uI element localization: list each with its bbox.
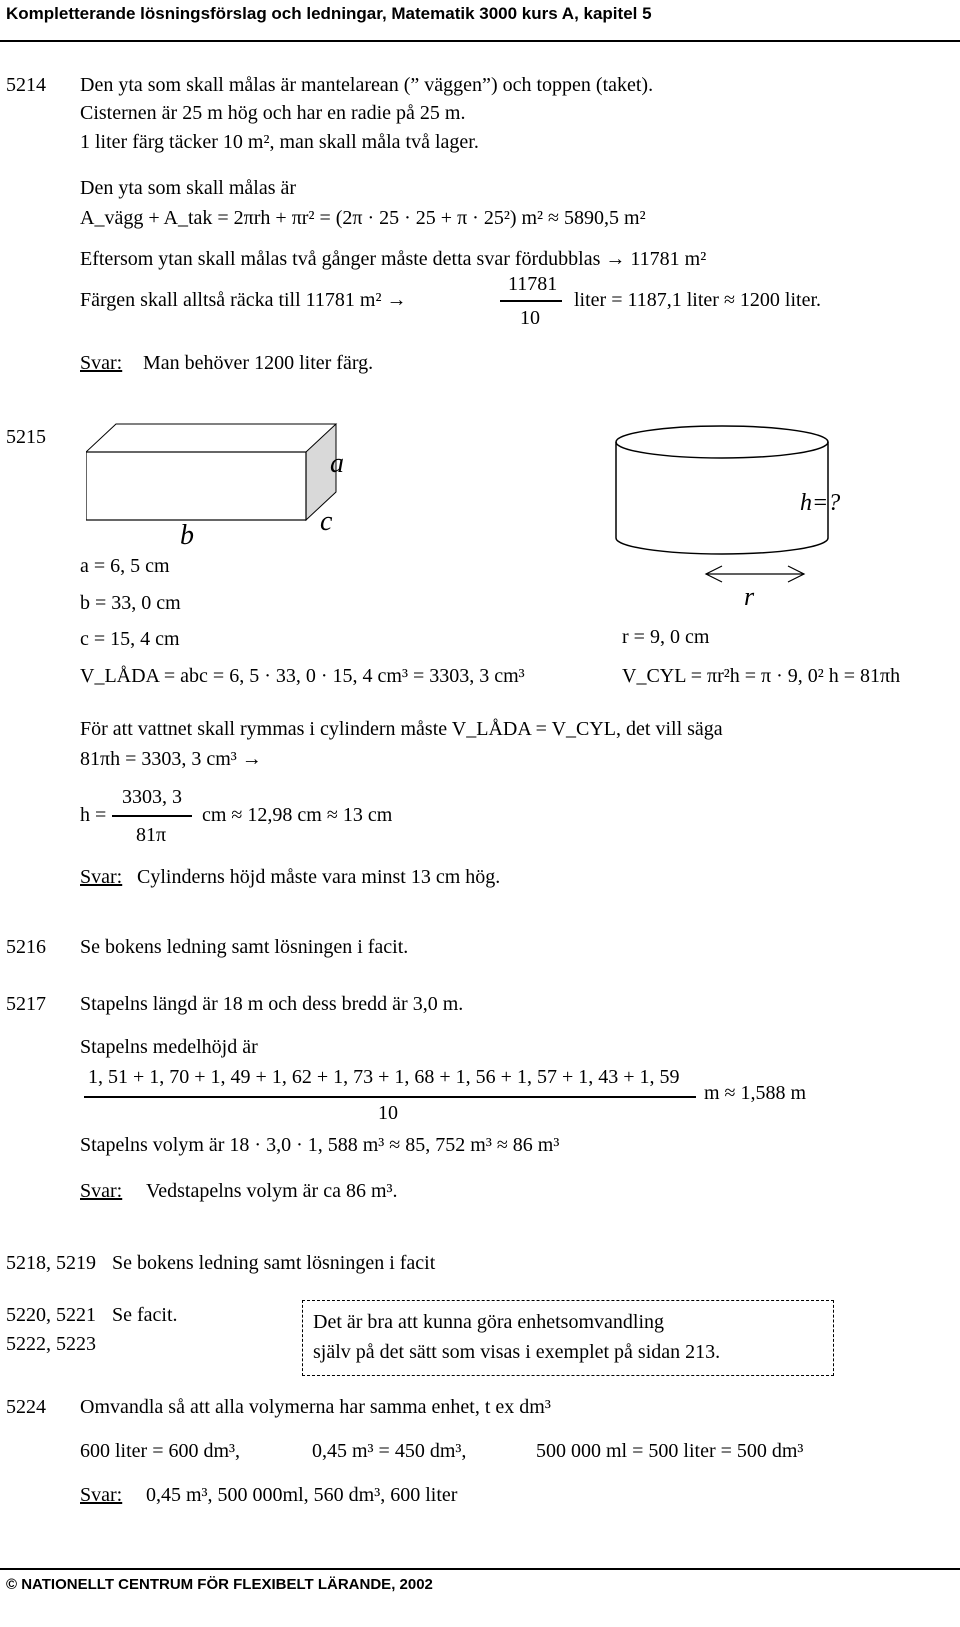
p5217-line2: Stapelns medelhöjd är — [80, 1036, 258, 1058]
p5224-line1: Omvandla så att alla volymerna har samma enhet, t ex dm³ — [80, 1396, 551, 1418]
cylinder-label-r: r — [744, 582, 755, 611]
p5215-a-value: a = 6, 5 cm — [80, 555, 170, 577]
p5217-fraction-numerator: 1, 51 + 1, 70 + 1, 49 + 1, 62 + 1, 73 + 1, 68 + 1, 56 + 1, 57 + 1, 43 + 1, 59 — [88, 1066, 680, 1088]
p5220-text: Se facit. — [112, 1304, 178, 1326]
p5214-line2: Cisternen är 25 m hög och har en radie på 25 m. — [80, 102, 466, 124]
p5217-answer-label: Svar: — [80, 1180, 123, 1202]
p5214-line3: 1 liter färg täcker 10 m², man skall måla två lager. — [80, 131, 479, 153]
p5217-fraction-denominator: 10 — [378, 1102, 398, 1124]
problem-number-5224: 5224 — [6, 1396, 46, 1418]
p5215-h-rhs: cm ≈ 12,98 cm ≈ 13 cm — [202, 804, 393, 826]
p5215-c-value: c = 15, 4 cm — [80, 628, 180, 650]
p5217-line1: Stapelns längd är 18 m och dess bredd är 3,0 m. — [80, 993, 464, 1015]
p5215-volume-box: V_LÅDA = abc = 6, 5 · 33, 0 · 15, 4 cm³ = 3303, 3 cm³ — [80, 665, 525, 687]
p5218-text: Se bokens ledning samt lösningen i facit — [112, 1252, 436, 1274]
p5215-h-fraction-bar — [112, 815, 192, 817]
p5214-answer-label: Svar: — [80, 352, 123, 374]
box-label-c: c — [320, 506, 333, 537]
problem-number-5222-5223: 5222, 5223 — [6, 1333, 96, 1355]
p5224-conversion-3: 500 000 ml = 500 liter = 500 dm³ — [536, 1440, 804, 1462]
p5214-line6-left: Färgen skall alltså räcka till 11781 m² → — [80, 289, 407, 311]
hint-note-line1: Det är bra att kunna göra enhetsomvandling — [313, 1311, 664, 1333]
p5224-answer: 0,45 m³, 500 000ml, 560 dm³, 600 liter — [146, 1484, 458, 1506]
p5214-line5: Eftersom ytan skall målas två gånger måste detta svar fördubblas → 11781 m² — [80, 248, 707, 270]
box-top-face — [86, 424, 336, 452]
problem-number-5220-5221: 5220, 5221 — [6, 1304, 96, 1326]
footer-copyright: © NATIONELLT CENTRUM FÖR FLEXIBELT LÄRANDE, 2002 — [6, 1576, 433, 1593]
p5215-line1: För att vattnet skall rymmas i cylindern måste V_LÅDA = V_CYL, det vill säga — [80, 718, 723, 740]
p5217-line3: Stapelns volym är 18 · 3,0 · 1, 588 m³ ≈ 85, 752 m³ ≈ 86 m³ — [80, 1134, 560, 1156]
p5215-h-denominator: 81π — [136, 824, 167, 846]
p5214-fraction-bar — [500, 300, 562, 302]
p5216-text: Se bokens ledning samt lösningen i facit. — [80, 936, 409, 958]
box-label-b: b — [180, 520, 194, 551]
p5215-answer-label: Svar: — [80, 866, 123, 888]
p5215-b-value: b = 33, 0 cm — [80, 592, 181, 614]
p5214-fraction-denominator: 10 — [520, 307, 540, 329]
p5215-r-value: r = 9, 0 cm — [622, 626, 710, 648]
p5214-line1: Den yta som skall målas är mantelarean (” väggen”) och toppen (taket). — [80, 74, 654, 96]
page-header: Kompletterande lösningsförslag och ledningar, Matematik 3000 kurs A, kapitel 5 — [6, 4, 652, 23]
header-rule — [0, 40, 960, 42]
p5215-h-numerator: 3303, 3 — [122, 786, 182, 808]
p5214-line4: Den yta som skall målas är — [80, 177, 297, 199]
hint-note-line2: själv på det sätt som visas i exemplet på sidan 213. — [313, 1341, 721, 1363]
box-front-face — [86, 452, 306, 520]
cylinder-label-h: h=? — [800, 490, 841, 516]
p5217-fraction-bar — [84, 1096, 696, 1098]
cylinder-top — [616, 426, 828, 458]
problem-number-5217: 5217 — [6, 993, 46, 1015]
p5224-answer-label: Svar: — [80, 1484, 123, 1506]
box-label-a: a — [330, 448, 344, 479]
problem-number-5214: 5214 — [6, 74, 46, 96]
p5224-conversion-1: 600 liter = 600 dm³, — [80, 1440, 241, 1462]
p5215-line2: 81πh = 3303, 3 cm³ → — [80, 748, 262, 770]
p5214-line6-right: liter = 1187,1 liter ≈ 1200 liter. — [574, 289, 822, 311]
p5217-answer: Vedstapelns volym är ca 86 m³. — [146, 1180, 398, 1202]
p5214-fraction-numerator: 11781 — [508, 273, 558, 295]
p5215-answer: Cylinderns höjd måste vara minst 13 cm hög. — [137, 866, 501, 888]
p5214-answer: Man behöver 1200 liter färg. — [143, 352, 374, 374]
problem-number-5218-5219: 5218, 5219 — [6, 1252, 96, 1274]
p5217-fraction-rhs: m ≈ 1,588 m — [704, 1082, 807, 1104]
hint-note-box — [302, 1300, 834, 1376]
box-diagram — [86, 420, 356, 540]
footer-rule — [0, 1568, 960, 1570]
p5214-area-equation: A_vägg + A_tak = 2πrh + πr² = (2π · 25 · 25 + π · 25²) m² ≈ 5890,5 m² — [80, 207, 646, 229]
p5215-h-lhs: h = — [80, 804, 107, 826]
p5215-volume-cylinder: V_CYL = πr²h = π · 9, 0² h = 81πh — [622, 665, 901, 687]
problem-number-5215: 5215 — [6, 426, 46, 448]
cylinder-body — [616, 442, 828, 554]
p5224-conversion-2: 0,45 m³ = 450 dm³, — [312, 1440, 467, 1462]
problem-number-5216: 5216 — [6, 936, 46, 958]
